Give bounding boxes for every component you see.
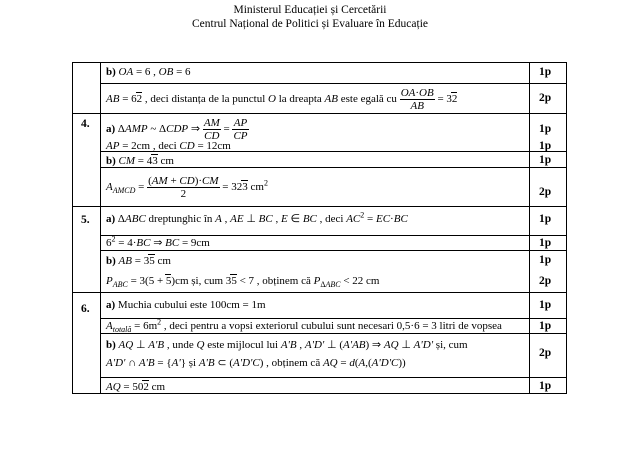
points-value: 1p (539, 154, 552, 166)
row-text: a) ΔABC dreptunghic în A , AE ⊥ BC , E ∈ BC , deci $AC^2 = EC\cdot BC$ (106, 210, 408, 225)
points-value: 2p (539, 186, 552, 198)
row-text: $A_{totală} = 6m^2$ , deci pentru a vopsi exteriorul cubului sunt necesari 0,5·6 = 3 litri de vopsea (106, 317, 502, 335)
row-text: a) Muchia cubului este 100cm = 1m (106, 299, 266, 311)
points-value: 1p (539, 299, 552, 311)
row-divider (100, 318, 566, 319)
row-divider (100, 235, 566, 236)
grading-table (72, 62, 567, 394)
row-text: b) AB = 35 cm (106, 255, 171, 267)
row-text: b) OA = 6 , OB = 6 (106, 66, 191, 78)
points-value: 1p (539, 320, 552, 332)
points-value: 1p (539, 380, 552, 392)
row-text: A'D' ∩ A'B = {A'} și A'B ⊂ (A'D'C) , obținem că AQ = d(A,(A'D'C)) (106, 357, 406, 369)
problem-number: 6. (81, 303, 90, 315)
section-divider (73, 292, 566, 293)
row-divider (100, 333, 566, 334)
row-text: $P_{ABC} = 3(5 + 5)cm$ și, cum 35 < 7 , obținem că $P_{\Delta ABC} < 22$ cm (106, 275, 380, 290)
row-text: $A_{AMCD}$ = $\frac{(AM + CD)\cdot CM}{2}$ = 323 $cm^2$ (106, 175, 268, 200)
row-text: $6^2 = 4\cdot BC$ ⇒ BC = 9cm (106, 234, 210, 249)
section-divider (73, 113, 566, 114)
row-text: b) CM = 43 cm (106, 155, 174, 167)
row-divider (100, 377, 566, 378)
problem-number: 5. (81, 214, 90, 226)
points-value: 1p (539, 140, 552, 152)
row-text: AB = 62 , deci distanța de la punctul O la dreapta AB este egală cu $\frac{OA\cdot OB}{AB}$ = 32 (106, 87, 458, 112)
points-value: 1p (539, 254, 552, 266)
row-text: a) ΔAMP ~ ΔCDP ⇒ $\frac{AM}{CD}$ = $\frac{AP}{CP}$ (106, 117, 248, 142)
header-ministry: Ministerul Educației și Cercetării (233, 4, 387, 16)
points-value: 2p (539, 347, 552, 359)
problem-number: 4. (81, 118, 90, 130)
row-text: AP = 2cm , deci CD = 12cm (106, 140, 231, 152)
row-divider (100, 250, 566, 251)
points-value: 1p (539, 123, 552, 135)
points-value: 1p (539, 66, 552, 78)
header-center: Centrul Național de Politici și Evaluare în Educație (191, 18, 428, 30)
points-value: 2p (539, 92, 552, 104)
points-value: 1p (539, 213, 552, 225)
points-value: 2p (539, 275, 552, 287)
points-value: 1p (539, 237, 552, 249)
section-divider (73, 206, 566, 207)
row-text: b) AQ ⊥ A'B , unde Q este mijlocul lui A'B , A'D' ⊥ (A'AB) ⇒ AQ ⊥ A'D' și, cum (106, 339, 468, 351)
row-divider (100, 83, 566, 84)
row-text: AQ = 502 cm (106, 381, 166, 393)
